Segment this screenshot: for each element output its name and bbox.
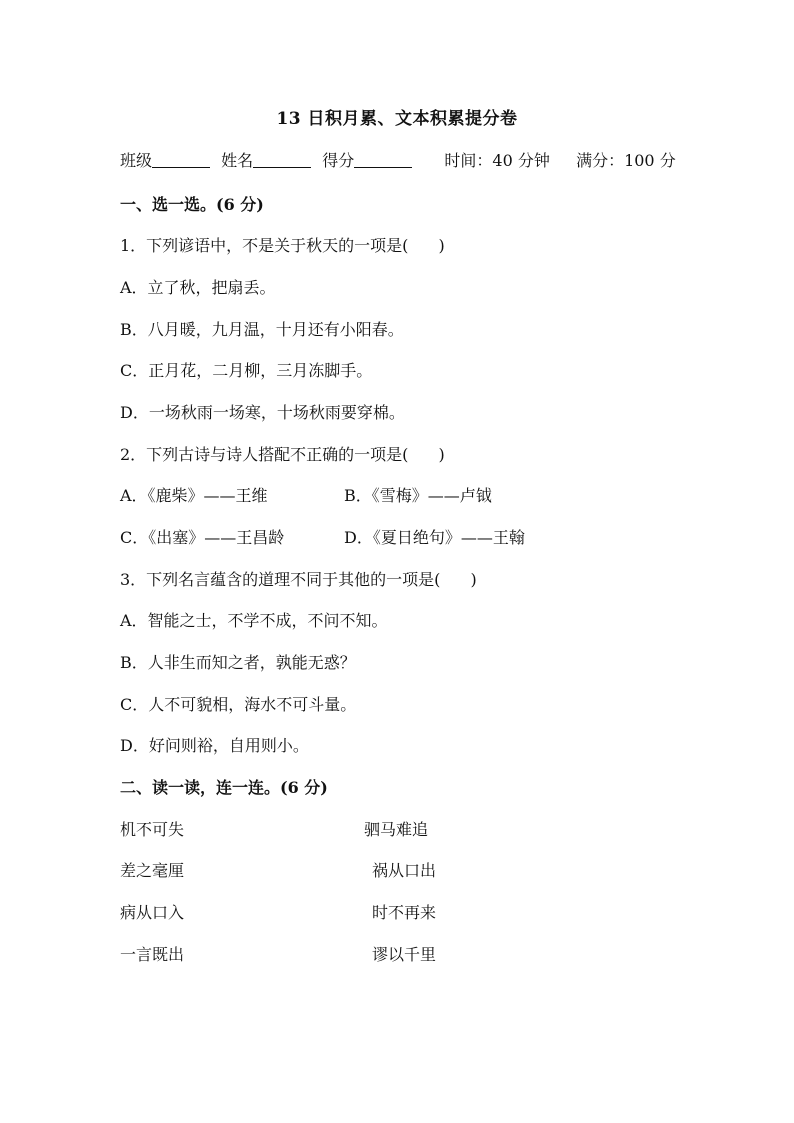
q2-option-b: B．《雪梅》——卢钺 bbox=[344, 486, 492, 505]
q3-option-b: B．人非生而知之者，孰能无惑？ bbox=[120, 653, 356, 672]
q2-option-d: D．《夏日绝句》——王翰 bbox=[344, 528, 525, 547]
time-label: 时间：40 分钟 bbox=[444, 151, 550, 170]
q1-option-d: D．一场秋雨一场寒，十场秋雨要穿棉。 bbox=[120, 403, 405, 422]
student-info-line bbox=[120, 148, 690, 171]
match-left-item: 一言既出 bbox=[120, 945, 185, 964]
question-2-close: ) bbox=[438, 445, 445, 464]
q1-option-c: C．正月花，二月柳，三月冻脚手。 bbox=[120, 361, 373, 380]
section-1-heading: 一、选一选。(6 分) bbox=[120, 195, 264, 214]
full-score-label: 满分：100 分 bbox=[576, 151, 676, 170]
name-blank bbox=[253, 153, 311, 168]
q3-option-a: A．智能之士，不学不成，不问不知。 bbox=[120, 611, 388, 630]
q1-option-a: A．立了秋，把扇丢。 bbox=[120, 278, 276, 297]
q1-option-b: B．八月暖，九月温，十月还有小阳春。 bbox=[120, 320, 404, 339]
class-label: 班级 bbox=[120, 151, 153, 170]
question-3-close: ) bbox=[470, 570, 477, 589]
match-right-item: 祸从口出 bbox=[372, 861, 437, 880]
question-1-close: ) bbox=[438, 236, 445, 255]
question-1-stem bbox=[120, 233, 445, 256]
match-left-item: 病从口入 bbox=[120, 903, 185, 922]
q2-option-c: C．《出塞》——王昌龄 bbox=[120, 528, 285, 547]
page-title: 13 日积月累、文本积累提分卷 bbox=[276, 109, 518, 129]
q2-option-a: A．《鹿柴》——王维 bbox=[120, 486, 268, 505]
q3-option-c: C．人不可貌相，海水不可斗量。 bbox=[120, 695, 357, 714]
score-label: 得分 bbox=[322, 151, 355, 170]
question-2-text: 2．下列古诗与诗人搭配不正确的一项是( bbox=[120, 445, 409, 464]
match-right-item: 时不再来 bbox=[372, 903, 437, 922]
match-left-item: 差之毫厘 bbox=[120, 861, 185, 880]
question-3-text: 3．下列名言蕴含的道理不同于其他的一项是( bbox=[120, 570, 441, 589]
match-left-item: 机不可失 bbox=[120, 820, 185, 839]
question-1-text: 1．下列谚语中，不是关于秋天的一项是( bbox=[120, 236, 409, 255]
question-2-stem bbox=[120, 442, 445, 465]
score-blank bbox=[354, 153, 412, 168]
name-label: 姓名 bbox=[221, 151, 254, 170]
question-3-stem bbox=[120, 567, 477, 590]
class-blank bbox=[152, 153, 210, 168]
match-right-item: 驷马难追 bbox=[364, 820, 429, 839]
match-right-item: 谬以千里 bbox=[372, 945, 437, 964]
q3-option-d: D．好问则裕，自用则小。 bbox=[120, 736, 309, 755]
section-2-heading: 二、读一读，连一连。(6 分) bbox=[120, 778, 328, 797]
